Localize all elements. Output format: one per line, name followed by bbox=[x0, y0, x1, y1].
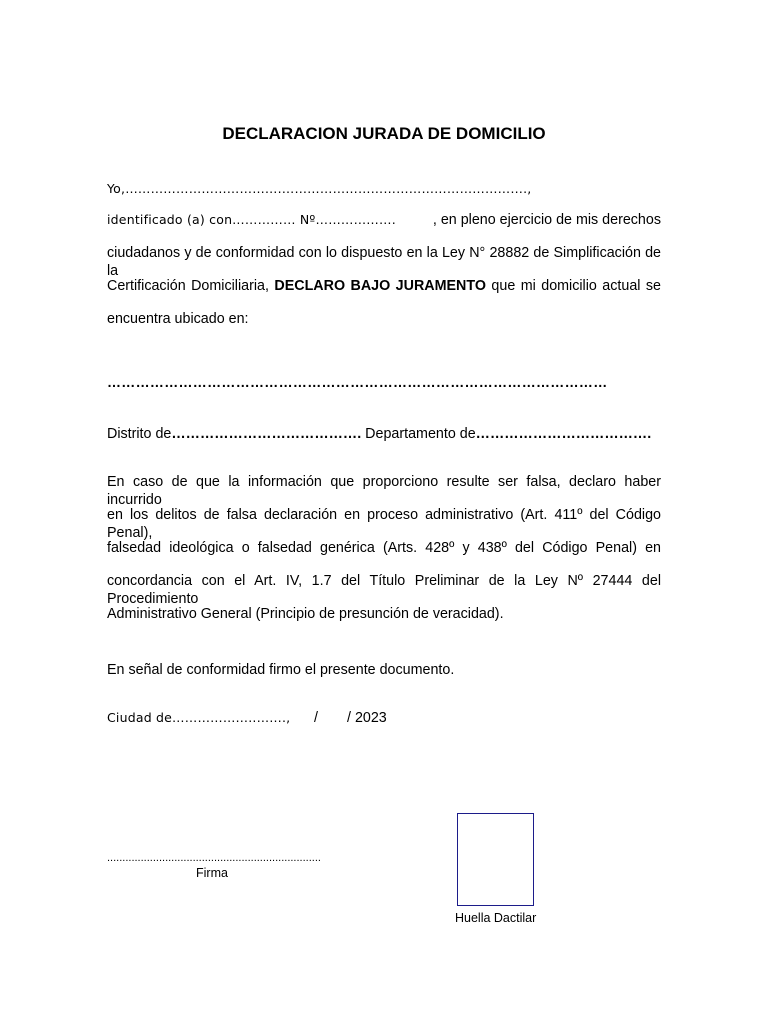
signature-dotted-line: ...................................................................... bbox=[107, 852, 321, 864]
law-line-text: ciudadanos y de conformidad con lo dispuesto en la Ley N° 28882 de Simplificación de la bbox=[107, 245, 661, 279]
name-line bbox=[107, 180, 531, 198]
location-line-text: encuentra ubicado en: bbox=[107, 311, 249, 327]
declaration-line bbox=[107, 277, 661, 295]
address-dotted-line: …………………………………………………………………………………………… bbox=[107, 374, 608, 390]
declaration-line-end: que mi domicilio actual se bbox=[485, 278, 661, 294]
city-date-line bbox=[107, 709, 407, 727]
paragraph-line-1-text: En caso de que la información que proporciono resulte ser falsa, declaro haber incurrido bbox=[107, 474, 661, 508]
date-separator: / bbox=[314, 710, 318, 726]
identification-line-start: identificado (a) con…………… Nº………………. bbox=[107, 212, 396, 227]
paragraph-line-3 bbox=[107, 539, 661, 557]
identification-line-end: , en pleno ejercicio de mis derechos bbox=[432, 212, 661, 228]
paragraph-line-4-text: concordancia con el Art. IV, 1.7 del Título Preliminar de la Ley Nº 27444 del Procedimiento bbox=[107, 573, 661, 607]
department-label: Departamento de bbox=[361, 426, 476, 442]
document-title: DECLARACION JURADA DE DOMICILIO bbox=[222, 124, 546, 143]
district-department-line bbox=[107, 425, 651, 443]
paragraph-line-2-text: en los delitos de falsa declaración en proceso administrativo (Art. 411º del Código Penal), bbox=[107, 507, 661, 541]
name-line-text: Yo,……………………………….…………………………………………………., bbox=[107, 181, 532, 196]
fingerprint-label: Huella Dactilar bbox=[455, 911, 537, 925]
paragraph-line-5 bbox=[107, 605, 661, 623]
date-year: / 2023 bbox=[347, 710, 387, 726]
signature-label: Firma bbox=[196, 866, 228, 880]
declaration-bold-text: DECLARO BAJO JURAMENTO bbox=[274, 278, 486, 294]
paragraph-line-1 bbox=[107, 473, 661, 509]
location-line bbox=[107, 310, 661, 328]
paragraph-line-4 bbox=[107, 572, 661, 608]
city-label: Ciudad de………………..……., bbox=[107, 710, 291, 725]
paragraph-line-5-text: Administrativo General (Principio de presunción de veracidad). bbox=[107, 606, 504, 622]
district-label: Distrito de bbox=[107, 426, 172, 442]
conformity-statement-text: En señal de conformidad firmo el presente documento. bbox=[107, 662, 455, 678]
identification-line bbox=[107, 211, 661, 229]
paragraph-line-3-text: falsedad ideológica o falsedad genérica (Arts. 428º y 438º del Código Penal) en bbox=[107, 540, 661, 556]
conformity-statement bbox=[107, 661, 661, 679]
fingerprint-box bbox=[457, 813, 534, 906]
paragraph-line-2 bbox=[107, 506, 661, 542]
law-line bbox=[107, 244, 661, 280]
department-dots: ………………………………. bbox=[475, 426, 652, 442]
district-dots: …………………………………. bbox=[171, 426, 362, 442]
declaration-line-start: Certificación Domiciliaria, bbox=[107, 278, 275, 294]
